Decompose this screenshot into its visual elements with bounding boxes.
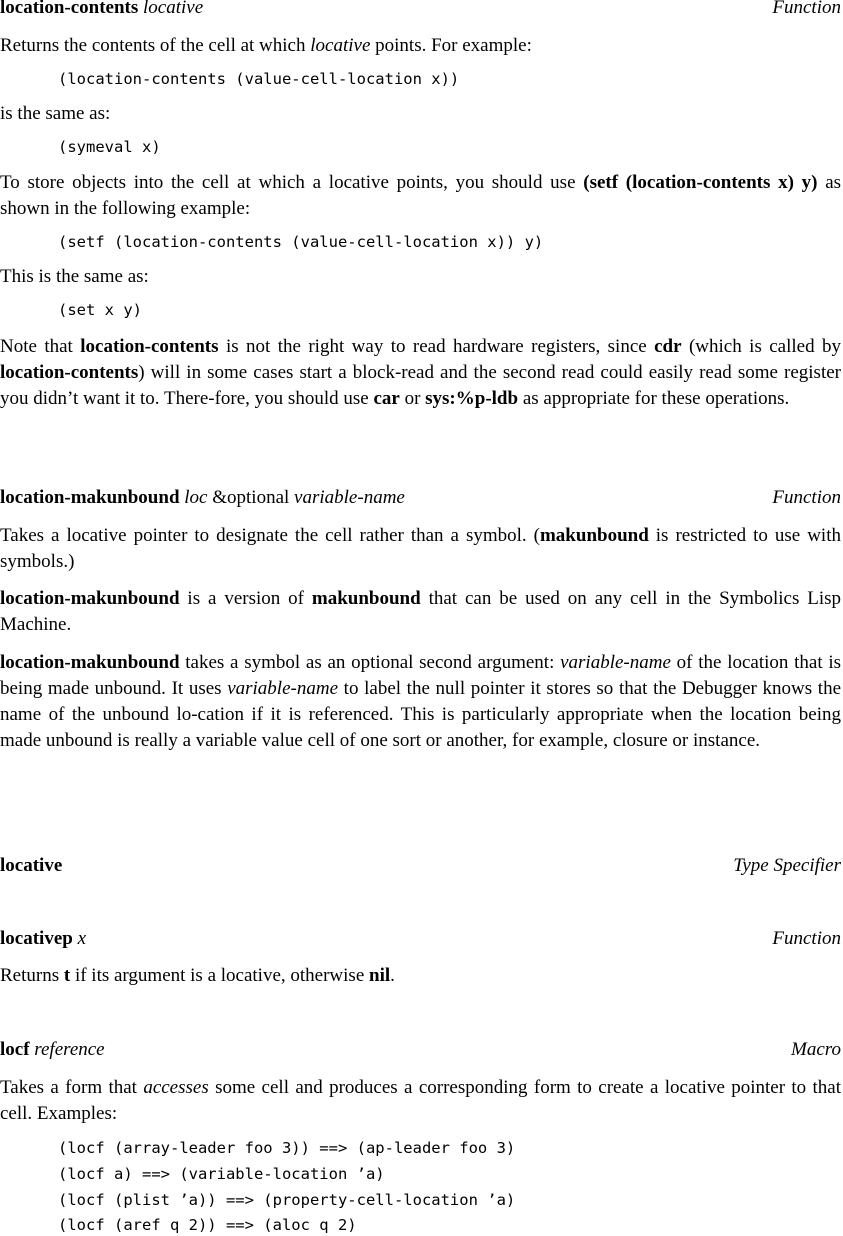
type-name: locative <box>0 855 63 876</box>
paragraph: Note that location-contents is not the right way to read hardware registers, since cdr (which is called by location-contents) will in some cases start a block-read and the second read could easily read some register you didn’t want it to. There-fore, you should use car or sys:%p-ldb as appropriate for these operations. <box>0 336 842 409</box>
macro-name: locf <box>0 1039 30 1060</box>
argument: locative <box>143 0 204 18</box>
entry-kind: Function <box>772 0 841 18</box>
paragraph: location-makunbound takes a symbol as an optional second argument: variable-name of the location that is being made unbound. It uses variable-name to label the null pointer it stores so that the Debugger knows the name of the unbound lo-cation if it is referenced. This is particularly appropriate when the location being made unbound is really a variable value cell of one sort or another, for example, closure or instance. <box>0 652 842 751</box>
code-example: (locf (array-leader foo 3)) ==> (ap-leader foo 3) <box>58 1139 516 1157</box>
entry-header-locative <box>0 855 841 877</box>
code-example: (setf (location-contents (value-cell-location x)) y) <box>58 233 544 251</box>
entry-signature <box>0 487 405 509</box>
function-name: location-contents <box>0 0 139 18</box>
argument: x <box>77 928 87 949</box>
entry-kind: Function <box>772 487 841 508</box>
entry-header-locf <box>0 1039 841 1061</box>
code-example: (symeval x) <box>58 138 161 156</box>
entry-signature <box>0 855 62 877</box>
argument: reference <box>34 1039 105 1060</box>
function-name: locativep <box>0 928 73 949</box>
paragraph: Takes a form that accesses some cell and produces a corresponding form to create a locative pointer to that cell. Examples: <box>0 1077 842 1124</box>
entry-kind: Function <box>772 928 841 949</box>
argument: variable-name <box>294 487 405 508</box>
function-name: location-makunbound <box>0 487 180 508</box>
entry-signature <box>0 1039 105 1061</box>
entry-kind: Type Specifier <box>733 855 841 876</box>
paragraph: location-makunbound is a version of makunbound that can be used on any cell in the Symbolics Lisp Machine. <box>0 588 842 635</box>
entry-header-location-contents <box>0 0 841 19</box>
code-example: (location-contents (value-cell-location x)) <box>58 70 460 88</box>
code-example: (set x y) <box>58 301 142 319</box>
paragraph: Returns the contents of the cell at which locative points. For example: <box>0 35 532 56</box>
paragraph: Returns t if its argument is a locative, otherwise nil. <box>0 965 395 986</box>
entry-signature <box>0 928 86 950</box>
entry-kind: Macro <box>791 1039 841 1060</box>
paragraph: To store objects into the cell at which a locative points, you should use (setf (location-contents x) y) as shown in the following example: <box>0 172 842 219</box>
entry-header-location-makunbound <box>0 487 841 509</box>
lambda-keyword: &optional <box>212 487 290 508</box>
code-example: (locf (plist ’a)) ==> (property-cell-location ’a) <box>58 1191 516 1209</box>
entry-signature <box>0 0 203 19</box>
paragraph: Takes a locative pointer to designate the cell rather than a symbol. (makunbound is restricted to use with symbols.) <box>0 525 841 572</box>
code-example: (locf a) ==> (variable-location ’a) <box>58 1165 385 1183</box>
code-example: (locf (aref q 2)) ==> (aloc q 2) <box>58 1216 357 1234</box>
paragraph: is the same as: <box>0 103 111 124</box>
argument: loc <box>184 487 208 508</box>
paragraph: This is the same as: <box>0 266 149 287</box>
entry-header-locativep <box>0 928 841 950</box>
